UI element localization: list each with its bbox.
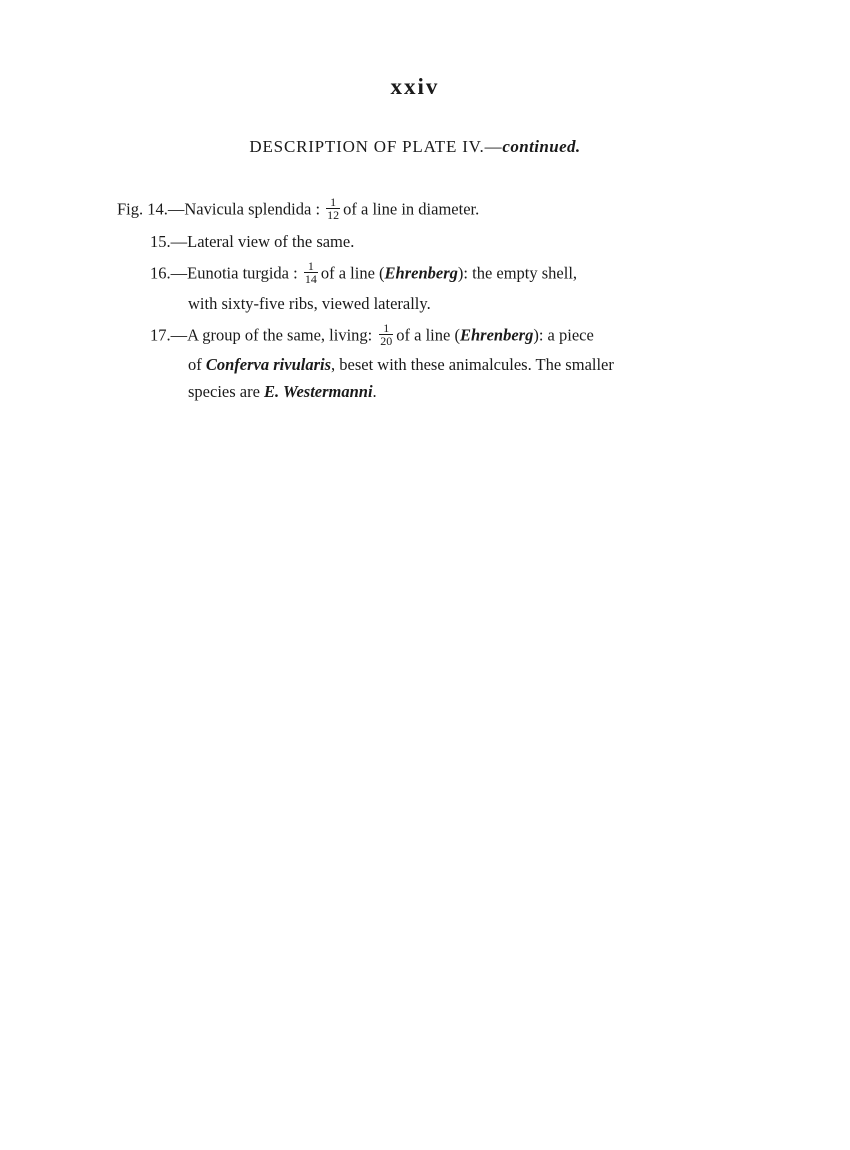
figure-prefix: 17.—: [150, 325, 188, 345]
plate-heading-main: DESCRIPTION OF PLATE IV.—: [249, 137, 503, 156]
scale-fraction: [304, 260, 318, 285]
fraction-denominator: 20: [380, 334, 393, 348]
species-name-italic: Conferva rivularis: [205, 355, 332, 374]
plate-heading: [0, 137, 830, 157]
figure-description: of a line (: [396, 325, 460, 345]
authority-name: Ehrenberg: [459, 325, 534, 345]
figure-description: Lateral view of the same.: [187, 232, 355, 251]
figure-species-name: Navicula splendida: [184, 199, 312, 219]
fraction-denominator: 12: [327, 208, 340, 222]
figure-prefix: Fig. 14.—: [117, 199, 185, 219]
figure-description: of a line (: [320, 263, 385, 283]
figure-entry-16-line-1: [150, 259, 712, 287]
authority-name: Ehrenberg: [384, 263, 458, 283]
figure-description: with sixty-five ribs, viewed laterally.: [188, 294, 431, 313]
figure-species-name: Eunotia turgida: [187, 263, 290, 283]
figure-description-cont: ): the empty shell,: [457, 263, 578, 283]
fraction-numerator: 1: [326, 196, 340, 209]
figure-description: A group of the same, living:: [187, 325, 373, 345]
figure-entry-15: [150, 232, 354, 252]
scale-fraction: [326, 196, 340, 221]
figure-entry-16-left: [150, 259, 578, 287]
scale-fraction: [379, 322, 393, 347]
figure-description-cont: ): a piece: [533, 325, 594, 345]
fraction-numerator: 1: [304, 260, 318, 273]
figure-entry-17-line-2: [188, 355, 614, 375]
figure-separator: :: [311, 199, 325, 219]
figure-entry-17-line-3: [188, 382, 377, 402]
fraction-numerator: 1: [379, 322, 393, 335]
species-name-italic: E. Westermanni: [264, 382, 373, 401]
figure-description: of: [188, 355, 206, 374]
figure-entry-17: [150, 321, 594, 349]
figure-entry-16-line-2: [188, 294, 431, 314]
plate-heading-continued: continued.: [502, 137, 581, 156]
figure-entry-14: [117, 195, 480, 223]
figure-description: species are: [188, 382, 265, 401]
figure-description-cont: , beset with these animalcules. The smaller: [331, 355, 614, 374]
figure-description: of a line in diameter.: [343, 199, 480, 219]
figure-description-end: .: [372, 382, 377, 401]
figure-prefix: 15.—: [150, 232, 188, 251]
figure-entry-16: [150, 259, 712, 287]
figure-separator: :: [289, 263, 302, 283]
figure-prefix: 16.—: [150, 263, 188, 283]
fraction-denominator: 14: [304, 272, 317, 286]
page-number: xxiv: [390, 74, 440, 99]
